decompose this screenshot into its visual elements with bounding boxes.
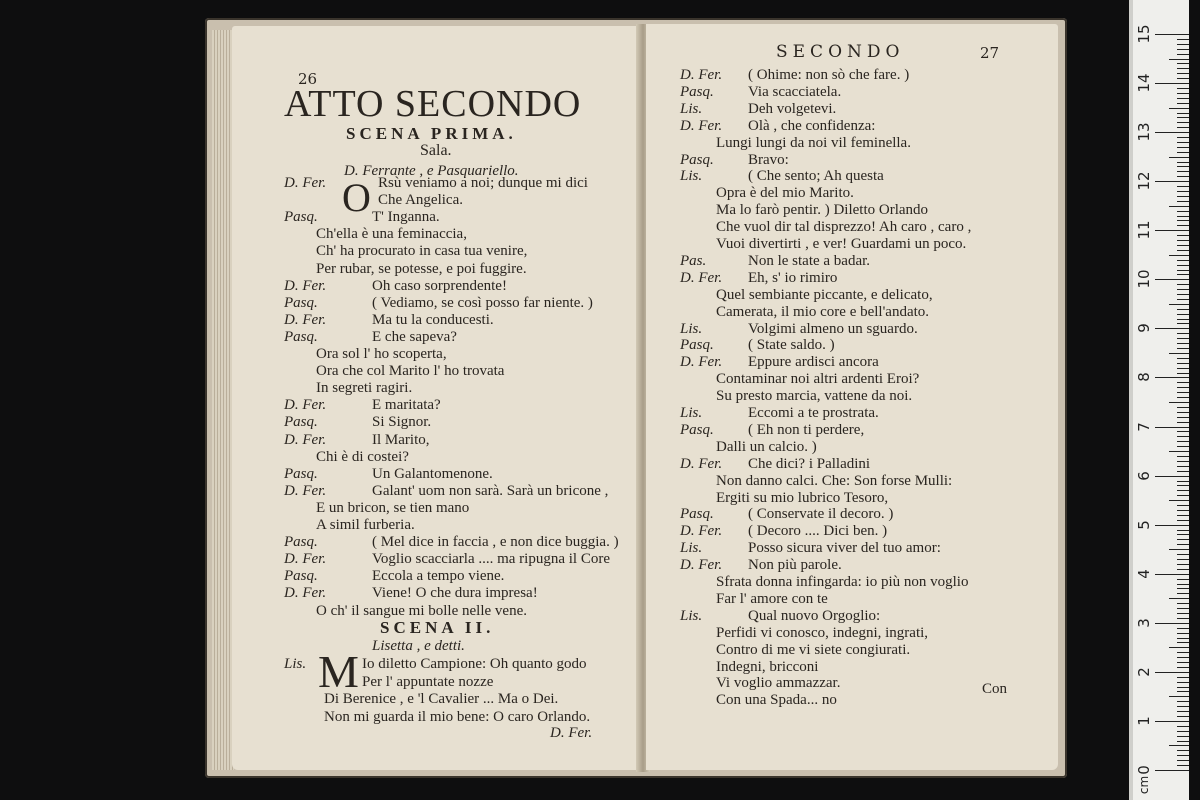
ruler-tick [1169, 108, 1189, 109]
ruler-tick [1155, 672, 1189, 673]
ruler-tick [1177, 373, 1189, 374]
ruler-tick [1177, 323, 1189, 324]
dialogue-line: Si Signor. [372, 414, 432, 431]
dialogue-line: Camerata, il mio core e bell'andato. [716, 303, 930, 320]
ruler-number: 0 [1135, 765, 1153, 775]
ruler-tick [1177, 736, 1189, 737]
ruler-tick [1177, 539, 1189, 540]
dialogue-line: E maritata? [372, 397, 441, 414]
dialogue-line: Posso sicura viver del tuo amor: [748, 540, 941, 557]
ruler-number: 11 [1135, 220, 1153, 240]
speaker-label: Lis. [680, 607, 703, 624]
dialogue-line: Dalli un calcio. ) [716, 438, 817, 455]
ruler-tick [1177, 412, 1189, 413]
speaker-label: Pasq. [284, 328, 318, 345]
ruler-band [1129, 0, 1133, 800]
ruler-tick [1177, 284, 1189, 285]
speaker-label: D. Fer. [284, 397, 327, 414]
ruler-tick [1169, 304, 1189, 305]
ruler-number: 15 [1135, 24, 1153, 44]
dialogue-line: Galant' uom non sarà. Sarà un bricone , [372, 482, 609, 499]
ruler-tick [1177, 441, 1189, 442]
dialogue-line: Ma lo farò pentir. ) Diletto Orlando [716, 202, 929, 219]
dialogue-line: ( Vediamo, se così posso far niente. ) [372, 294, 593, 311]
dialogue-line: Di Berenice , e 'l Cavalier ... Ma o Dei. [324, 691, 559, 707]
ruler-tick [1177, 397, 1189, 398]
dialogue-line: ( Conservate il decoro. ) [748, 506, 894, 523]
ruler-tick [1177, 171, 1189, 172]
ruler-tick [1177, 73, 1189, 74]
dialogue-line: Perfidi vi conosco, indegni, ingrati, [716, 624, 929, 641]
ruler-tick [1177, 270, 1189, 271]
page-number-right: 27 [980, 44, 1000, 62]
page-edges [212, 30, 234, 770]
ruler-tick [1177, 515, 1189, 516]
ruler-tick [1177, 691, 1189, 692]
ruler-tick [1169, 500, 1189, 501]
ruler-tick [1177, 122, 1189, 123]
ruler-tick [1155, 476, 1189, 477]
dialogue-line: Che vuol dir tal disprezzo! Ah caro , caro , [716, 219, 972, 236]
drop-cap-o: O [342, 175, 371, 220]
ruler-tick [1169, 598, 1189, 599]
ruler-tick [1169, 745, 1189, 746]
ruler-tick [1177, 88, 1189, 89]
ruler-tick [1177, 422, 1189, 423]
ruler-tick [1177, 584, 1189, 585]
ruler-tick [1177, 613, 1189, 614]
ruler-tick [1169, 647, 1189, 648]
speaker-label: D. Fer. [680, 269, 723, 286]
ruler-tick [1177, 225, 1189, 226]
dialogue-line: Ora sol l' ho scoperta, [316, 346, 447, 362]
dialogue-line: Deh volgetevi. [748, 100, 837, 117]
ruler-tick [1177, 579, 1189, 580]
ruler-tick [1177, 471, 1189, 472]
right-page [646, 24, 1058, 770]
ruler-tick [1177, 682, 1189, 683]
speaker-label: Pasq. [680, 337, 714, 354]
ruler-tick [1177, 289, 1189, 290]
ruler-tick [1177, 485, 1189, 486]
ruler-tick [1177, 711, 1189, 712]
ruler-tick [1177, 706, 1189, 707]
ruler-tick [1177, 117, 1189, 118]
dialogue-line: Che dici? i Palladini [748, 455, 871, 472]
dialogue-line: Ma tu la conducesti. [372, 311, 494, 328]
ruler-tick [1169, 157, 1189, 158]
speaker-label: Pasq. [284, 209, 318, 226]
dialogue-line: Rsù veniamo a noi; dunque mi dici [378, 175, 588, 191]
ruler-number: 9 [1135, 323, 1153, 334]
speaker-label: D. Fer. [284, 311, 327, 328]
ruler-tick [1177, 701, 1189, 702]
characters-2: Lisetta , e detti. [372, 638, 465, 654]
dialogue-line: ( Ohime: non sò che fare. ) [748, 67, 910, 83]
ruler-tick [1177, 240, 1189, 241]
ruler-tick [1177, 368, 1189, 369]
ruler-tick [1177, 466, 1189, 467]
ruler-tick [1177, 220, 1189, 221]
ruler-tick [1177, 387, 1189, 388]
ruler-tick [1169, 59, 1189, 60]
dialogue-line: Ora che col Marito l' ho trovata [316, 363, 505, 380]
ruler-number: 4 [1135, 568, 1153, 579]
ruler-tick [1177, 348, 1189, 349]
ruler-tick [1177, 166, 1189, 167]
ruler-tick [1177, 505, 1189, 506]
dialogue-line: Che Angelica. [378, 192, 463, 209]
act-title: ATTO SECONDO [284, 83, 582, 125]
ruler-tick [1177, 603, 1189, 604]
ruler-tick [1177, 127, 1189, 128]
dialogue-line: Contaminar noi altri ardenti Eroi? [716, 371, 920, 388]
dialogue-line: Il Marito, [372, 431, 430, 448]
dialogue-line: E un bricon, se tien mano [316, 499, 470, 516]
ruler-tick [1177, 652, 1189, 653]
ruler-tick [1177, 495, 1189, 496]
scene-heading-2: SCENA II. [380, 618, 495, 637]
dialogue-line: Un Galantomenone. [372, 465, 493, 482]
dialogue-line: Indegni, bricconi [716, 658, 819, 675]
dialogue-line: Quel sembiante piccante, e delicato, [716, 286, 933, 303]
dialogue-line: Eccomi a te prostrata. [748, 405, 879, 421]
dialogue-line: O ch' il sangue mi bolle nelle vene. [316, 602, 527, 619]
ruler-tick [1177, 741, 1189, 742]
ruler-tick [1177, 314, 1189, 315]
ruler-tick [1177, 530, 1189, 531]
speaker-label: D. Fer. [284, 431, 327, 448]
ruler-tick [1169, 451, 1189, 452]
dialogue-line: Io diletto Campione: Oh quanto godo [362, 656, 587, 672]
speaker-label: Pasq. [284, 534, 318, 551]
dialogue-line: Non più parole. [748, 557, 842, 574]
drop-cap-m: M [318, 646, 359, 697]
ruler-tick [1155, 181, 1189, 182]
ruler-tick [1177, 431, 1189, 432]
ruler-tick [1155, 83, 1189, 84]
ruler-tick [1177, 44, 1189, 45]
ruler-tick [1177, 642, 1189, 643]
ruler-tick [1177, 510, 1189, 511]
setting: Sala. [420, 142, 452, 159]
dialogue-line: Lungi lungi da noi vil feminella. [716, 134, 911, 151]
dialogue-line: Non le state a badar. [748, 252, 871, 269]
dialogue-line: Per rubar, se potesse, e poi fuggire. [316, 260, 527, 277]
dialogue-line: Ch' ha procurato in casa tua venire, [316, 243, 528, 260]
ruler-tick [1177, 142, 1189, 143]
ruler-tick [1177, 731, 1189, 732]
dialogue-line: Opra è del mio Marito. [716, 185, 854, 202]
ruler-tick [1169, 696, 1189, 697]
ruler-tick [1155, 328, 1189, 329]
ruler-tick [1177, 176, 1189, 177]
dialogue-line: Eppure ardisci ancora [748, 354, 879, 371]
dialogue-line: Vuoi divertirti , e ver! Guardami un poco. [716, 236, 967, 252]
speaker-label: Pas. [680, 252, 707, 269]
dialogue-line: A simil furberia. [316, 517, 415, 533]
speaker-label: Lis. [680, 540, 703, 557]
ruler-tick [1177, 333, 1189, 334]
ruler-tick [1155, 574, 1189, 575]
ruler-tick [1177, 49, 1189, 50]
ruler-tick [1177, 299, 1189, 300]
ruler-tick [1177, 363, 1189, 364]
ruler-tick [1177, 319, 1189, 320]
dialogue-line: Ch'ella è una feminaccia, [316, 226, 467, 243]
ruler-tick [1177, 235, 1189, 236]
ruler-tick [1177, 103, 1189, 104]
dialogue-line: Voglio scacciarla .... ma ripugna il Core [372, 551, 610, 568]
ruler-tick [1177, 446, 1189, 447]
ruler-tick [1169, 206, 1189, 207]
speaker-label: Pasq. [284, 414, 318, 431]
ruler-tick [1177, 436, 1189, 437]
speaker-label: D. Fer. [284, 585, 327, 602]
measurement-ruler [1129, 0, 1189, 800]
ruler-tick [1177, 294, 1189, 295]
ruler-tick [1155, 623, 1189, 624]
characters-1: D. Ferrante , e Pasquariello. [344, 163, 519, 179]
speaker-label: D. Fer. [284, 551, 327, 568]
page-number-left: 26 [298, 70, 318, 88]
dialogue-line: Qual nuovo Orgoglio: [748, 607, 881, 624]
ruler-tick [1177, 760, 1189, 761]
ruler-tick [1177, 662, 1189, 663]
ruler-number: 8 [1135, 372, 1153, 383]
ruler-tick [1177, 343, 1189, 344]
catchword-left: D. Fer. [550, 725, 593, 741]
ruler-tick [1177, 407, 1189, 408]
ruler-number: 3 [1135, 618, 1153, 628]
ruler-tick [1177, 534, 1189, 535]
ruler-tick [1177, 245, 1189, 246]
ruler-number: 7 [1135, 421, 1153, 432]
ruler-tick [1177, 544, 1189, 545]
dialogue-line: Oh caso sorprendente! [372, 277, 507, 294]
dialogue-line: Per l' appuntate nozze [362, 673, 494, 690]
dialogue-line: Far l' amore con te [716, 590, 828, 607]
dialogue-line: Non danno calci. Che: Son forse Mulli: [716, 472, 953, 489]
ruler-tick [1177, 520, 1189, 521]
ruler-tick [1177, 63, 1189, 64]
ruler-tick [1177, 687, 1189, 688]
ruler-tick [1177, 216, 1189, 217]
dialogue-line: ( State saldo. ) [748, 337, 835, 354]
ruler-tick [1177, 608, 1189, 609]
ruler-tick [1155, 279, 1189, 280]
ruler-tick [1177, 201, 1189, 202]
speaker-label: Lis. [680, 405, 703, 421]
speaker-label: Pasq. [680, 421, 714, 438]
ruler-tick [1177, 191, 1189, 192]
ruler-tick [1177, 593, 1189, 594]
ruler-tick [1177, 274, 1189, 275]
speaker-label: Pasq. [284, 294, 318, 311]
ruler-tick [1177, 250, 1189, 251]
ruler-tick [1177, 755, 1189, 756]
dialogue-line: Chi è di costei? [316, 448, 409, 465]
ruler-tick [1177, 628, 1189, 629]
speaker-label: Pasq. [284, 465, 318, 482]
dialogue-line: Olà , che confidenza: [748, 117, 876, 134]
dialogue-line: Viene! O che dura impresa! [372, 585, 538, 602]
dialogue-line: Non mi guarda il mio bene: O caro Orlando. [324, 708, 591, 725]
ruler-tick [1177, 461, 1189, 462]
dialogue-line: In segreti ragiri. [316, 380, 413, 397]
dialogue-line: Eh, s' io rimiro [748, 269, 838, 286]
dialogue-line: Con una Spada... no [716, 692, 837, 709]
dialogue-line: ( Che sento; Ah questa [748, 168, 884, 185]
ruler-tick [1177, 564, 1189, 565]
speaker-label: D. Fer. [680, 67, 723, 83]
ruler-tick [1177, 147, 1189, 148]
ruler-tick [1177, 260, 1189, 261]
ruler-tick [1177, 750, 1189, 751]
ruler-tick [1155, 721, 1189, 722]
ruler-tick [1155, 132, 1189, 133]
ruler-number: 12 [1135, 171, 1153, 191]
ruler-tick [1177, 657, 1189, 658]
ruler-tick [1169, 353, 1189, 354]
ruler-tick [1177, 113, 1189, 114]
ruler-tick [1177, 196, 1189, 197]
ruler-tick [1177, 677, 1189, 678]
speaker-label: D. Fer. [680, 455, 723, 472]
ruler-tick [1177, 559, 1189, 560]
catchword-right: Con [982, 681, 1008, 697]
ruler-tick [1177, 392, 1189, 393]
ruler-tick [1155, 230, 1189, 231]
dialogue-line: Sfrata donna infingarda: io più non voglio [716, 574, 969, 590]
speaker-label: Lis. [284, 656, 307, 672]
ruler-tick [1155, 427, 1189, 428]
speaker-label: Lis. [680, 100, 703, 117]
ruler-tick [1177, 186, 1189, 187]
speaker-label: D. Fer. [284, 482, 327, 499]
ruler-tick [1155, 525, 1189, 526]
ruler-tick [1177, 265, 1189, 266]
ruler-tick [1177, 716, 1189, 717]
dialogue-line: Ergiti su mio lubrico Tesoro, [716, 489, 889, 506]
ruler-tick [1169, 402, 1189, 403]
speaker-label: Pasq. [284, 568, 318, 585]
running-head: SECONDO [776, 42, 905, 62]
ruler-tick [1177, 137, 1189, 138]
ruler-tick [1177, 162, 1189, 163]
ruler-tick [1177, 358, 1189, 359]
ruler-tick [1169, 255, 1189, 256]
ruler-tick [1177, 618, 1189, 619]
speaker-label: D. Fer. [680, 354, 723, 371]
ruler-number: 14 [1135, 73, 1153, 93]
speaker-label: D. Fer. [284, 175, 327, 191]
ruler-tick [1177, 98, 1189, 99]
ruler-tick [1177, 667, 1189, 668]
ruler-tick [1177, 456, 1189, 457]
ruler-tick [1177, 54, 1189, 55]
dialogue-line: ( Mel dice in faccia , e non dice buggia. ) [372, 534, 619, 551]
speaker-label: D. Fer. [284, 277, 327, 294]
dialogue-line: Vi voglio ammazzar. [716, 675, 841, 692]
dialogue-line: Volgimi almeno un sguardo. [748, 320, 918, 337]
speaker-label: Pasq. [680, 506, 714, 523]
ruler-tick [1177, 78, 1189, 79]
ruler-unit: cm [1137, 775, 1151, 795]
ruler-number: 13 [1135, 122, 1153, 142]
ruler-number: 6 [1135, 470, 1153, 481]
ruler-number: 5 [1135, 519, 1153, 530]
ruler-tick [1177, 481, 1189, 482]
ruler-tick [1177, 638, 1189, 639]
speaker-label: D. Fer. [680, 117, 723, 134]
ruler-tick [1177, 309, 1189, 310]
ruler-tick [1177, 152, 1189, 153]
ruler-tick [1177, 93, 1189, 94]
ruler-tick [1177, 633, 1189, 634]
dialogue-line: Via scacciatela. [748, 83, 842, 100]
speaker-label: D. Fer. [680, 523, 723, 540]
ruler-tick [1155, 377, 1189, 378]
ruler-tick [1155, 770, 1189, 771]
dialogue-line: Bravo: [748, 151, 789, 168]
ruler-tick [1155, 34, 1189, 35]
ruler-number: 1 [1135, 716, 1153, 726]
ruler-tick [1177, 382, 1189, 383]
scene-heading-1: SCENA PRIMA. [346, 124, 517, 143]
dialogue-line: Eccola a tempo viene. [372, 568, 505, 585]
speaker-label: Pasq. [680, 83, 714, 100]
dialogue-line: ( Decoro .... Dici ben. ) [748, 523, 888, 540]
dialogue-line: Contro di me vi siete congiurati. [716, 641, 911, 658]
speaker-label: Lis. [680, 320, 703, 337]
ruler-tick [1177, 338, 1189, 339]
ruler-number: 2 [1135, 667, 1153, 677]
dialogue-line: ( Eh non ti perdere, [748, 421, 865, 438]
speaker-label: D. Fer. [680, 557, 723, 574]
dialogue-line: E che sapeva? [372, 328, 457, 345]
ruler-tick [1177, 211, 1189, 212]
ruler-tick [1177, 554, 1189, 555]
ruler-tick [1177, 765, 1189, 766]
ruler-tick [1177, 569, 1189, 570]
ruler-tick [1177, 726, 1189, 727]
ruler-tick [1177, 588, 1189, 589]
ruler-tick [1177, 490, 1189, 491]
ruler-tick [1169, 549, 1189, 550]
left-page [232, 26, 640, 770]
speaker-label: Lis. [680, 168, 703, 185]
ruler-tick [1177, 39, 1189, 40]
ruler-tick [1177, 68, 1189, 69]
dialogue-line: Su presto marcia, vattene da noi. [716, 388, 913, 405]
ruler-tick [1177, 417, 1189, 418]
ruler-number: 10 [1135, 269, 1153, 289]
dialogue-line: T' Inganna. [372, 209, 440, 226]
speaker-label: Pasq. [680, 151, 714, 168]
